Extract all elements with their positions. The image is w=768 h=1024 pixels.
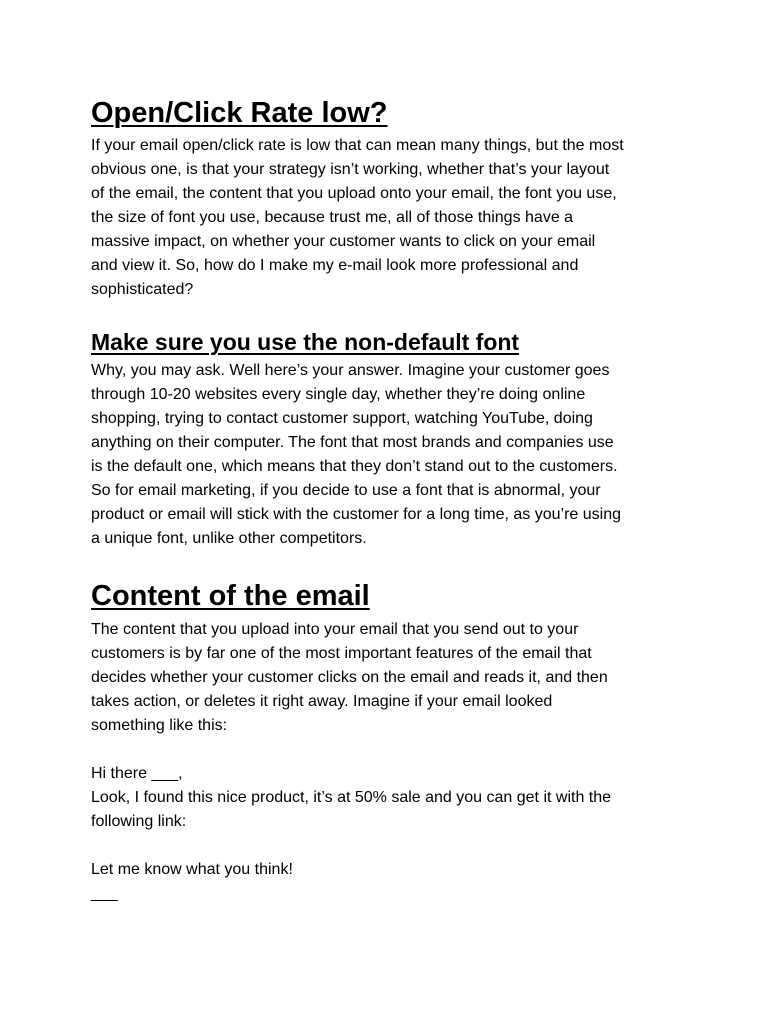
section-heading-non-default-font: Make sure you use the non-default font [91, 329, 520, 355]
paragraph-line: and view it. So, how do I make my e-mail look more professional and [91, 257, 579, 274]
paragraph-line: customers is by far one of the most important features of the email that [91, 645, 592, 662]
paragraph-line: product or email will stick with the customer for a long time, as you’re using [91, 506, 621, 523]
example-email-signature: ___ [91, 885, 118, 902]
example-email-greeting: Hi there ___, [91, 765, 183, 782]
paragraph-line: takes action, or deletes it right away. Imagine if your email looked [91, 693, 553, 710]
paragraph-line: something like this: [91, 717, 228, 734]
paragraph-line: of the email, the content that you upload onto your email, the font you use, [91, 185, 617, 202]
section-heading-content-of-email: Content of the email [91, 580, 370, 612]
paragraph-line: Why, you may ask. Well here’s your answer. Imagine your customer goes [91, 362, 610, 379]
section-body-open-click-rate [91, 134, 624, 302]
example-email-body-line: Look, I found this nice product, it’s at 50% sale and you can get it with the [91, 789, 612, 806]
section-body-content-of-email [91, 618, 611, 906]
blank-line [91, 834, 611, 858]
paragraph-line: The content that you upload into your email that you send out to your [91, 621, 579, 638]
paragraph-line: sophisticated? [91, 281, 194, 298]
paragraph-line: is the default one, which means that they don’t stand out to the customers. [91, 458, 618, 475]
paragraph-line: the size of font you use, because trust me, all of those things have a [91, 209, 574, 226]
paragraph-line: decides whether your customer clicks on the email and reads it, and then [91, 669, 608, 686]
paragraph-line: anything on their computer. The font that most brands and companies use [91, 434, 614, 451]
paragraph-line: obvious one, is that your strategy isn’t working, whether that’s your layout [91, 161, 610, 178]
blank-line [91, 738, 611, 762]
example-email-closing: Let me know what you think! [91, 861, 293, 878]
paragraph-line: massive impact, on whether your customer wants to click on your email [91, 233, 596, 250]
section-body-non-default-font [91, 359, 621, 551]
paragraph-line: shopping, trying to contact customer support, watching YouTube, doing [91, 410, 593, 427]
paragraph-line: a unique font, unlike other competitors. [91, 530, 367, 547]
paragraph-line: through 10-20 websites every single day, whether they’re doing online [91, 386, 586, 403]
section-heading-open-click-rate: Open/Click Rate low? [91, 97, 388, 129]
example-email-body-line: following link: [91, 813, 187, 830]
paragraph-line: So for email marketing, if you decide to use a font that is abnormal, your [91, 482, 601, 499]
paragraph-line: If your email open/click rate is low that can mean many things, but the most [91, 137, 624, 154]
